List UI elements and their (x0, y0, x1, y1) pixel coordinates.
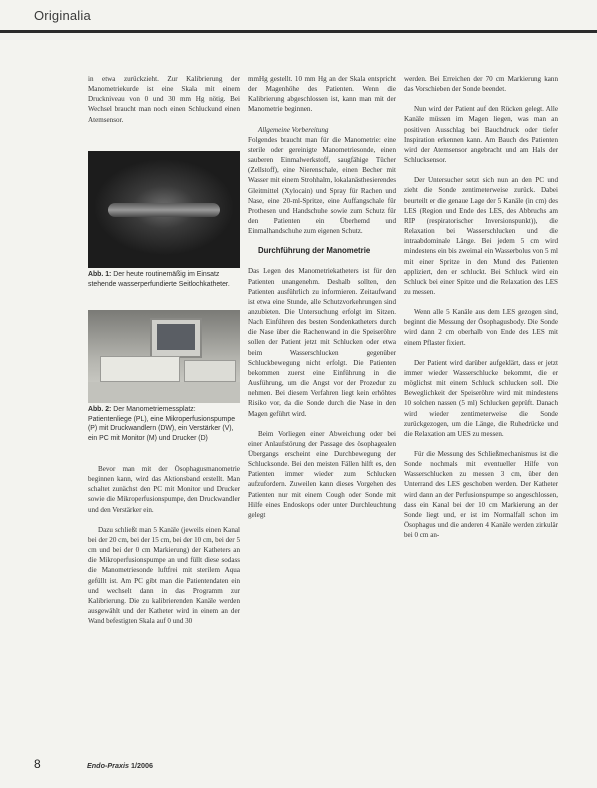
col2-paragraph-procedure: Das Legen des Manometriekatheters ist für den Patienten unangenehm. Deshalb sollten, den Patienten ausführlich zu informieren. Zeitaufwand ist etwa eine Stunde, alle Schutzvorkehrungen sind anzubieten. Die Untersuchung erfolgt im Sitzen. Nach Einführen des besten Sondenkatheters durch die Nase über die Rachenwand in die Speiseröhre sollen der Patient jetzt mit Schlucken oder etwa beim Wasserschlucken gegenüber Schluckbewegung nicht erfolgt. Die Patienten bekommen zuerst eine Einführung in die Ausführung, um die Angst vor der Prozedur zu nehmen. Bei diesem Verfahren liegt kein erhöhtes Risiko vor, da die Sonde durch die Nase in den Magen geführt wird. (248, 267, 396, 418)
printer-image (184, 360, 236, 382)
fig1-caption-label: Abb. 1: (88, 271, 112, 278)
catheter-image (108, 203, 220, 217)
fig1-caption-text: Der heute routinemäßig im Einsatz stehende wasserperfundierte Seitlochkatheter. (88, 271, 230, 288)
monitor-image (150, 318, 202, 358)
col3-paragraph-6: Für die Messung des Schließmechanismus ist die Sonde nochmals mit eventueller Hilfe von Wasserschlucken zu messen 3 cm, über den Unterrand des LES geschoben werden. Der Katheter wird dann an der Perfusionspumpe so angeschlossen, dass ein Kanal bei der 10 cm Markierung an der Sonde liegt und, er ist im Normalfall schon im Ösophagus und die anderen 4 Kanäle werden zirkulär bei 0 cm an- (404, 450, 558, 540)
column-3 (404, 74, 558, 550)
col3-paragraph-4: Wenn alle 5 Kanäle aus dem LES gezogen sind, beginnt die Messung der Ösophagusbody. Die Sonde wird dann 2 cm oberhalb von Ende des LES mit einem Pflaster fixiert. (404, 308, 558, 347)
figure-1-photo (88, 151, 240, 268)
journal-footer (87, 761, 153, 770)
col3-paragraph-top: werden. Bei Erreichen der 70 cm Markierung kann das Vorschieben der Sonde beendet. (404, 75, 558, 94)
figure-1-caption (88, 270, 240, 289)
fig2-caption-label: Abb. 2: (88, 406, 112, 413)
col2-subhead-bold: Durchführung der Manometrie (258, 246, 371, 256)
col2-subhead-italic: Allgemeine Vorbereitung (258, 125, 329, 134)
section-title: Originalia (34, 8, 91, 23)
col1-paragraph-bottom-2: Dazu schließt man 5 Kanäle (jeweils einen Kanal bei der 20 cm, bei der 15 cm, bei der 10 cm, bei der 5 cm und bei der 0 cm Markierung) der Katheters an die Mikroperfusionspumpe an und füllt diese sodass die Manometriesonde luftfrei mit sterilem Aqua gefüllt ist. Am PC gibt man die Patientendaten ein und wechselt dann in das Programm zur Kalibrierung. Die zu kalibrierenden Kanäle werden ausgewählt und der Katheter wird in einem an der Wand befestigten Skala auf 0 und 30 (88, 525, 240, 626)
column-2 (248, 74, 396, 530)
fig2-caption-text: Der Manometriemessplatz: Patientenliege (PL), eine Mikroperfusionspumpe (P) mit Druckwandlern (DW), ein Verstärker (V), ein PC mit Monitor (M) und Drucker (D) (88, 406, 236, 442)
column-1-lower (88, 464, 240, 636)
col2-paragraph-prep: Folgendes braucht man für die Manometrie: eine sterile oder gereinigte Manometriesonde, einen sauberen Einmalwerkstoff, saugfähige Tücher (Zellstoff), eine Nierenschale, einen Becher mit Wasser mit einem Strohhalm, lokalanästhesierendes Gleitmittel (Xylocain) und Spray für Rachen und Nase, eine 20-ml-Spritze, eine Auffangschale für Prothesen und Handschuhe sowie zum Schutz für den Patienten ein Überhemd und Einmalhandschuhe zum eigenen Schutz. (248, 135, 396, 236)
col2-paragraph-procedure-2: Beim Vorliegen einer Abweichung oder bei einer Anlaufstörung der Passage des ösophagealen Übergangs erscheint eine Durchbewegung der Schlucksonde. Bei den meisten Fällen hilft es, den Patienten immer wieder zum Schlucken aufzufordern. Zuweilen kann dieses Vorgehen des Patienten nur mit einem Cough oder Sonde mit Hilfe eines Endoskops oder unter Durchleuchtung gelegt (248, 429, 396, 519)
col1-paragraph-top: in etwa zurückzieht. Zur Kalibrierung der Manometriekurde ist eine Skala mit einem Druckniveau von 0 und 30 mm Hg nötig. Bei Wechsel braucht man noch einen Schluckund einen Atemsensor. (88, 75, 240, 124)
col1-paragraph-bottom-1: Bevor man mit der Ösophagusmanometrie beginnen kann, wird das Aktionsband erstellt. Man schaltet zunächst den PC mit Monitor und Drucker sowie die Mikroperfusionspumpe, den Druckwandler und den Verstärker ein. (88, 465, 240, 514)
col2-paragraph-top: mmHg gestellt. 10 mm Hg an der Skala entspricht der Magenhöhe des Patienten. Wenn die Kalibrierung abgeschlossen ist, kann man mit der Manometrie beginnen. (248, 75, 396, 114)
col3-paragraph-3: Der Untersucher setzt sich nun an den PC und zieht die Sonde zentimeterweise zurück. Dabei beurteilt er die genaue Lage der 5 Kanäle (in cm) des LES (Region und Ende des LES, des Abbruchs am RIP (respiratorischer Inversionspunkt)), die Relaxation bei Wasserschlucken und die intraabdominale Länge. Bei jedem 5 cm wird mindestens ein bis zweimal ein Wasserbolus von 5 ml mit einer Spritze in den Mund des Patienten appliziert, den er schluckt. Bei Schluck wird ein Schluck bei einer Spitze und die Relaxation des LES zu messen. (404, 176, 558, 296)
figure-2-photo (88, 310, 240, 403)
bench-image (88, 382, 240, 403)
page-number: 8 (34, 757, 41, 771)
journal-name: Endo-Praxis (87, 761, 129, 770)
pump-image (100, 356, 180, 382)
journal-issue: 1/2006 (130, 761, 153, 770)
col3-paragraph-5: Der Patient wird darüber aufgeklärt, dass er jetzt immer wieder Wasserschlucke bekommt, die er möglichst mit einem Schluck schlucken soll. Die Beweglichkeit der Speiseröhre wird mit mindestens 10 solchen nassen (5 ml) Schlucken geprüft. Danach wird wieder zentimeterweise die Sonde zurückgezogen, um die Länge, die Ruhedrücke und die Relaxation am UES zu messen. (404, 358, 558, 438)
col2-subhead-block (248, 246, 396, 256)
figure-2-caption (88, 405, 240, 443)
header-rule (0, 30, 597, 33)
column-1 (88, 74, 240, 135)
col3-paragraph-2: Nun wird der Patient auf den Rücken gelegt. Alle Kanäle müssen im Magen liegen, was man an positiven Ausschlag bei Bauchdruck oder tiefer Inspiration erkennen kann. Am Bauch des Patienten wird der Atemsensor angebracht und am Hals der Schlucksensor. (404, 105, 558, 165)
